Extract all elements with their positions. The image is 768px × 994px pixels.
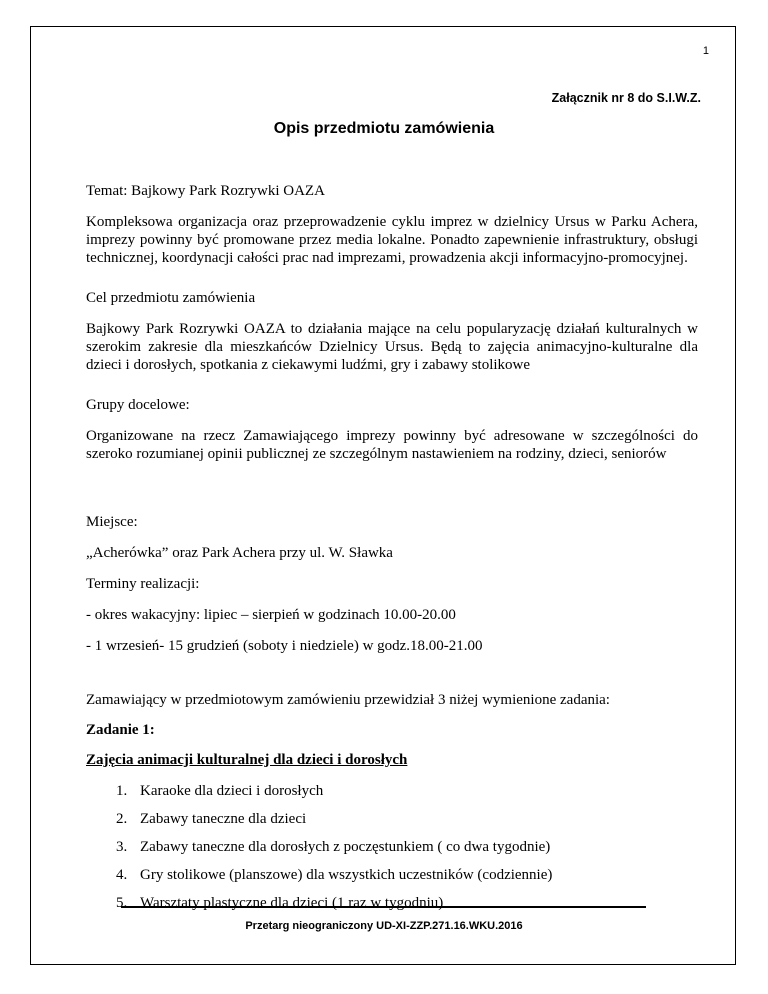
list-item-number: 2. [116, 811, 128, 827]
list-item-text: Zabawy taneczne dla dzieci [140, 811, 307, 827]
list-item-number: 3. [116, 839, 128, 855]
term-item-2: - 1 wrzesień- 15 grudzień (soboty i niedziele) w godz.18.00-21.00 [86, 638, 483, 654]
list-item [116, 782, 696, 810]
target-paragraph: Organizowane na rzecz Zamawiającego imprezy powinny być adresowane w szczególności do szeroko rozumianej opinii publicznej ze szczególnym nastawieniem na rodziny, dzieci, seniorów [86, 428, 698, 462]
place-heading: Miejsce: [86, 514, 138, 530]
list-item [116, 894, 696, 922]
document-page [30, 26, 736, 965]
list-item-number: 5. [116, 895, 128, 911]
list-item-number: 4. [116, 867, 128, 883]
page-number: 1 [702, 45, 709, 57]
list-item [116, 838, 696, 866]
term-item-1: - okres wakacyjny: lipiec – sierpień w godzinach 10.00-20.00 [86, 607, 456, 623]
goal-heading: Cel przedmiotu zamówienia [86, 290, 256, 306]
intro-paragraph: Kompleksowa organizacja oraz przeprowadzenie cyklu imprez w dzielnicy Ursus w Parku Achera, imprezy powinny być promowane przez media lokalne. Ponadto zapewnienie infrastruktury, obsługi technicznej, koordynacji całości prac nad imprezami, prowadzenia akcji informacyjno-promocyjnej. [86, 214, 698, 266]
list-item [116, 810, 696, 838]
list-item [116, 866, 696, 894]
footer-text: Przetarg nieograniczony UD-XI-ZZP.271.16.WKU.2016 [245, 920, 523, 932]
list-item-number: 1. [116, 783, 128, 799]
topic-line: Temat: Bajkowy Park Rozrywki OAZA [86, 183, 325, 199]
list-item-text: Zabawy taneczne dla dorosłych z poczęstunkiem ( co dwa tygodnie) [140, 839, 551, 855]
task-list [116, 782, 696, 922]
list-item-text: Gry stolikowe (planszowe) dla wszystkich uczestników (codziennie) [140, 867, 553, 883]
target-heading: Grupy docelowe: [86, 397, 190, 413]
document-title: Opis przedmiotu zamówienia [273, 120, 495, 137]
list-item-text: Karaoke dla dzieci i dorosłych [140, 783, 324, 799]
place-text: „Acherówka” oraz Park Achera przy ul. W. Sławka [86, 545, 393, 561]
tasks-intro: Zamawiający w przedmiotowym zamówieniu przewidział 3 niżej wymienione zadania: [86, 692, 610, 708]
task-heading: Zadanie 1: [86, 722, 155, 738]
task-subheading: Zajęcia animacji kulturalnej dla dzieci i dorosłych [86, 752, 408, 768]
goal-paragraph: Bajkowy Park Rozrywki OAZA to działania mające na celu popularyzację działań kulturalnych w szerokim zakresie dla mieszkańców Dzielnicy Ursus. Będą to zajęcia animacyjno-kulturalne dla dzieci i dorosłych, spotkania z ciekawymi ludźmi, gry i zabawy stolikowe [86, 321, 698, 373]
footer-divider [121, 906, 646, 908]
annex-label: Załącznik nr 8 do S.I.W.Z. [551, 91, 701, 105]
list-item-text: Warsztaty plastyczne dla dzieci (1 raz w tygodniu) [140, 895, 444, 911]
terms-heading: Terminy realizacji: [86, 576, 200, 592]
